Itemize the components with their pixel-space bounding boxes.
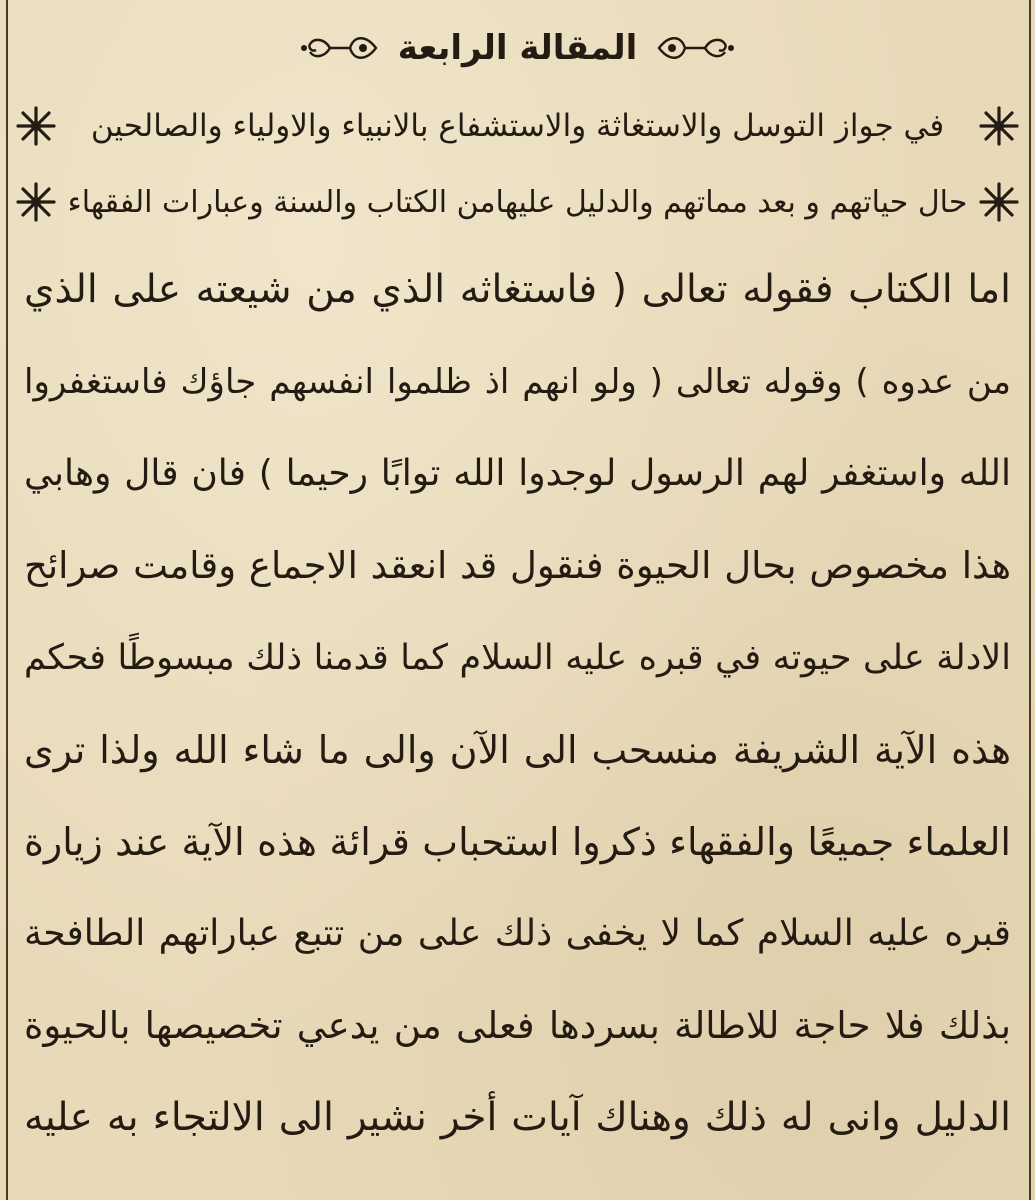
body-text-line: العلماء جميعًا والفقهاء ذكروا استحباب قرائة هذه الآية عند زيارة — [24, 820, 1011, 864]
floral-scroll-ornament-icon — [298, 31, 380, 65]
right-border-rule — [1029, 0, 1031, 1200]
body-text-line: هذا مخصوص بحال الحيوة فنقول قد انعقد الاجماع وقامت صرائح — [24, 544, 1011, 587]
subtitle-text: حال حياتهم و بعد مماتهم والدليل عليهامن الكتاب والسنة وعبارات الفقهاء — [67, 184, 968, 220]
body-text-line: هذه الآية الشريفة منسحب الى الآن والى ما شاء الله ولذا ترى — [24, 728, 1011, 772]
asterisk-star-icon — [977, 104, 1021, 148]
asterisk-star-icon — [14, 180, 58, 224]
subtitle-text: في جواز التوسل والاستغاثة والاستشفاع بالانبياء والاولياء والصالحين — [90, 108, 945, 144]
asterisk-star-icon — [977, 180, 1021, 224]
heading-row — [0, 18, 1035, 78]
subtitle-line — [14, 176, 1021, 228]
floral-scroll-ornament-icon — [655, 31, 737, 65]
body-text-line: بذلك فلا حاجة للاطالة بسردها فعلى من يدعي تخصيصها بالحيوة — [24, 1004, 1011, 1047]
section-title: المقالة الرابعة — [397, 28, 638, 68]
body-text-line: الادلة على حيوته في قبره عليه السلام كما قدمنا ذلك مبسوطًا فحكم — [24, 638, 1011, 678]
body-text-line: من عدوه ) وقوله تعالى ( ولو انهم اذ ظلموا انفسهم جاؤك فاستغفروا — [24, 362, 1011, 402]
body-text-line: اما الكتاب فقوله تعالى ( فاستغاثه الذي من شيعته على الذي — [24, 267, 1011, 312]
body-text-line: الدليل وانى له ذلك وهناك آيات أخر نشير الى الالتجاء به عليه — [24, 1095, 1011, 1140]
body-text-line: قبره عليه السلام كما لا يخفى ذلك على من تتبع عباراتهم الطافحة — [24, 913, 1011, 954]
asterisk-star-icon — [14, 104, 58, 148]
left-border-rule — [6, 0, 8, 1200]
body-text-line: الله واستغفر لهم الرسول لوجدوا الله توابًا رحيما ) فان قال وهابي — [24, 453, 1011, 494]
subtitle-line — [14, 100, 1021, 152]
